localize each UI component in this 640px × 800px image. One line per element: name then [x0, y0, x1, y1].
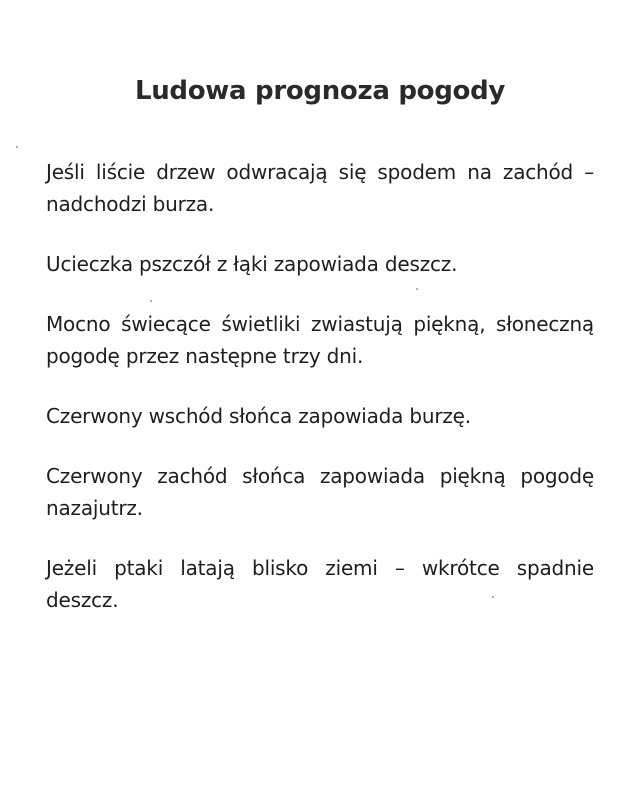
- saying-paragraph: Jeżeli ptaki latają blisko ziemi – wkrótce spadnie deszcz.: [46, 556, 594, 612]
- scan-speck: [16, 146, 18, 148]
- saying-paragraph: Ucieczka pszczół z łąki zapowiada deszcz.: [46, 252, 458, 276]
- scan-speck: [150, 300, 152, 302]
- weather-sayings-list: [46, 156, 594, 644]
- page-title: Ludowa prognoza pogody: [134, 76, 506, 106]
- saying-paragraph: Mocno świecące świetliki zwiastują piękną, słoneczną pogodę przez następne trzy dni.: [46, 312, 594, 368]
- scan-speck: [492, 596, 494, 598]
- saying-paragraph: Czerwony zachód słońca zapowiada piękną pogodę nazajutrz.: [46, 464, 594, 520]
- saying-paragraph: Czerwony wschód słońca zapowiada burzę.: [46, 404, 471, 428]
- saying-paragraph: Jeśli liście drzew odwracają się spodem na zachód – nadchodzi burza.: [46, 160, 594, 216]
- scan-speck: [416, 288, 418, 290]
